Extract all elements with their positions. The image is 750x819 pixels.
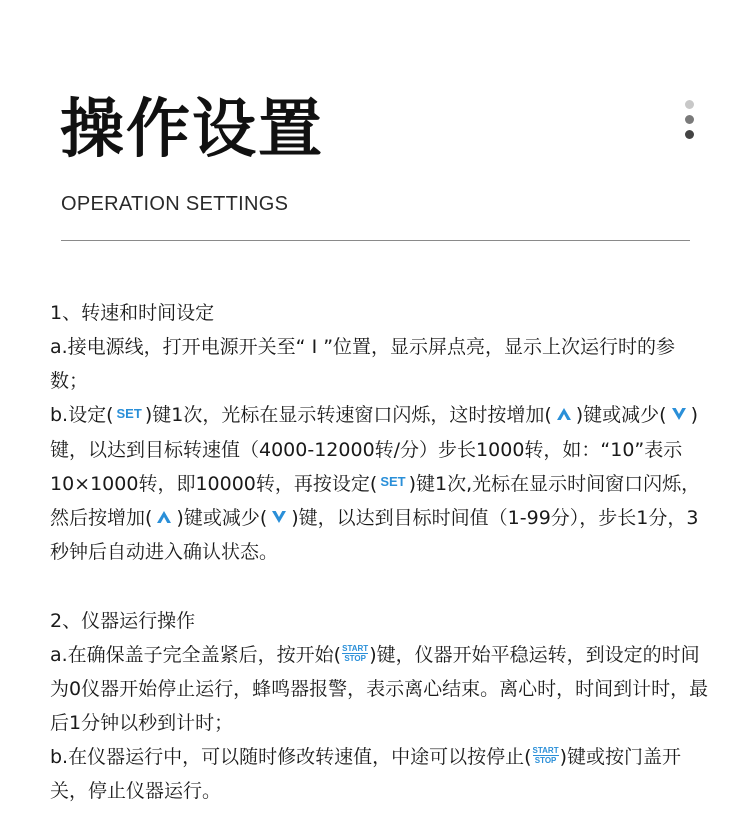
- dot-dark: [685, 130, 694, 139]
- section-operation: [50, 604, 710, 808]
- stop-label: STOP: [344, 654, 366, 663]
- title-divider: [61, 240, 690, 241]
- start-stop-icon: [532, 746, 560, 765]
- text-fragment: )键1次,光标在显示时间窗口闪烁，然后按增加(: [50, 472, 701, 529]
- text-fragment: )键或减少(: [176, 507, 268, 529]
- text-fragment: b.设定(: [50, 404, 114, 426]
- more-options-icon[interactable]: [685, 100, 697, 145]
- step-a-paragraph: [50, 638, 710, 740]
- start-stop-icon: [341, 644, 369, 663]
- dot-medium: [685, 115, 694, 124]
- set-icon: SET: [380, 474, 406, 489]
- down-arrow-icon: [267, 510, 291, 524]
- text-fragment: )键或按门盖开关，停止仪器运行。: [50, 746, 682, 802]
- start-label: START: [342, 644, 369, 653]
- stop-label: STOP: [534, 756, 557, 765]
- section-heading: 1、转速和时间设定: [50, 302, 215, 324]
- text-fragment: )键，以达到目标转速值（4000-12000转/分）步长1000转，如：“10”表示10×1000转，即10000转，再按设定(: [50, 404, 698, 495]
- step-a-paragraph: a.接电源线，打开电源开关至“ I ”位置，显示屏点亮，显示上次运行时的参数；: [50, 336, 676, 392]
- section-speed-time: [50, 296, 710, 569]
- step-b-paragraph: [50, 398, 710, 569]
- text-fragment: b.在仪器运行中，可以随时修改转速值，中途可以按停止(: [50, 746, 532, 768]
- text-fragment: )键或减少(: [575, 404, 667, 426]
- up-arrow-icon: [152, 510, 176, 524]
- text-fragment: )键1次，光标在显示转速窗口闪烁，这时按增加(: [144, 404, 552, 426]
- down-arrow-icon: [667, 407, 691, 421]
- instructions-body: [50, 296, 710, 808]
- text-fragment: )键，以达到目标时间值（1-99分），步长1分，3秒钟后自动进入确认状态。: [50, 507, 699, 563]
- dot-light: [685, 100, 694, 109]
- set-icon: SET: [116, 405, 142, 421]
- text-fragment: a.在确保盖子完全盖紧后，按开始(: [50, 644, 342, 666]
- up-arrow-icon: [552, 407, 576, 421]
- page-subtitle: OPERATION SETTINGS: [61, 193, 289, 215]
- step-b-paragraph: [50, 740, 710, 808]
- start-label: START: [532, 746, 559, 755]
- page-title: 操作设置: [60, 93, 324, 167]
- section-heading: 2、仪器运行操作: [50, 610, 196, 632]
- text-fragment: )键，仪器开始平稳运转，到设定的时间为0仪器开始停止运行，蜂鸣器报警，表示离心结束。离心时，时间到计时，最后1分钟以秒到计时；: [50, 644, 709, 734]
